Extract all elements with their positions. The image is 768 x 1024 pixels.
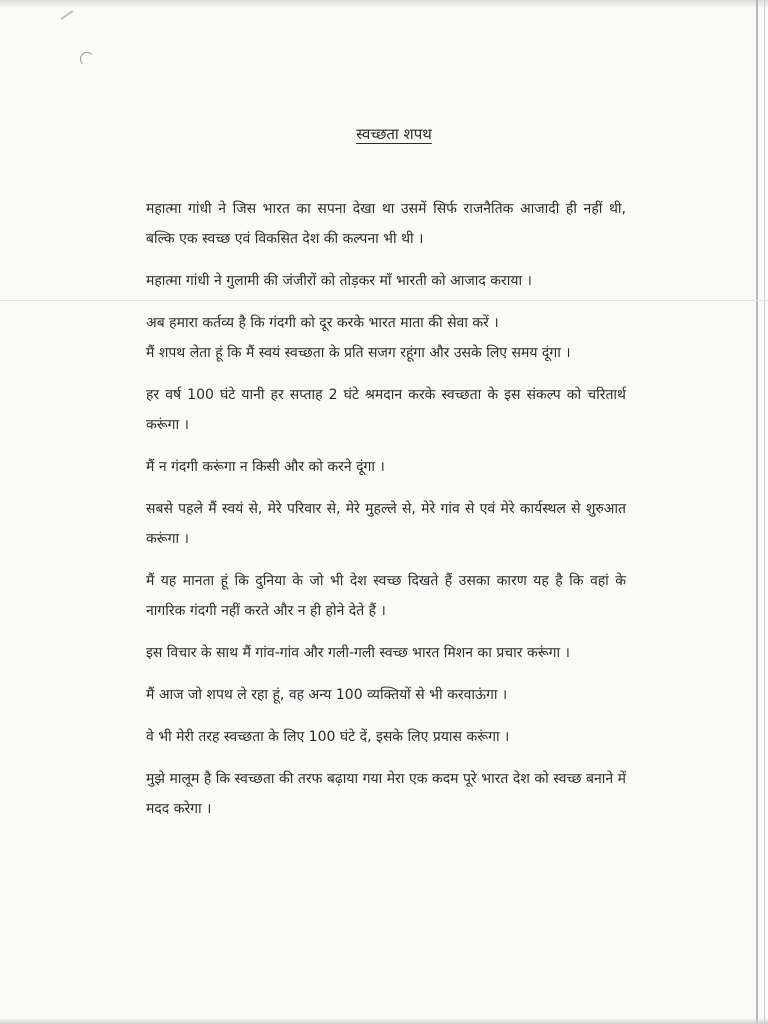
paragraph: मैं आज जो शपथ ले रहा हूं, वह अन्य 100 व्यक्तियों से भी करवाऊंगा । xyxy=(146,687,508,703)
punch-hole-mark xyxy=(80,52,94,66)
page-title-wrap xyxy=(0,124,768,144)
paragraph: मुझे मालूम है कि स्वच्छता की तरफ बढ़ाया गया मेरा एक कदम पूरे भारत देश को स्वच्छ बनाने में मदद करेगा । xyxy=(146,771,626,817)
page-title: स्वच्छता शपथ xyxy=(356,125,432,143)
scan-edge-right-secondary xyxy=(764,0,765,1024)
scan-bottom-shadow xyxy=(0,1018,768,1024)
paragraph: मैं यह मानता हूं कि दुनिया के जो भी देश स्वच्छ दिखते हैं उसका कारण यह है कि वहां के नागरिक गंदगी नहीं करते और न ही होने देते हैं । xyxy=(146,573,626,619)
paragraph: वे भी मेरी तरह स्वच्छता के लिए 100 घंटे दें, इसके लिए प्रयास करूंगा । xyxy=(146,729,510,745)
paragraph: मैं शपथ लेता हूं कि मैं स्वयं स्वच्छता के प्रति सजग रहूंगा और उसके लिए समय दूंगा । xyxy=(146,345,571,361)
paragraph: महात्मा गांधी ने जिस भारत का सपना देखा था उसमें सिर्फ राजनैतिक आजादी ही नहीं थी, बल्कि एक स्वच्छ एवं विकसित देश की कल्पना भी थी । xyxy=(146,201,626,247)
paragraph: सबसे पहले मैं स्वयं से, मेरे परिवार से, मेरे मुहल्ले से, मेरे गांव से एवं मेरे कार्यस्थल से शुरुआत करूंगा । xyxy=(146,501,626,547)
paragraph: महात्मा गांधी ने गुलामी की जंजीरों को तोड़कर माँ भारती को आजाद कराया । xyxy=(146,273,532,289)
scan-top-shadow xyxy=(0,0,768,8)
oath-body xyxy=(146,194,626,836)
paragraph: इस विचार के साथ मैं गांव-गांव और गली-गली स्वच्छ भारत मिशन का प्रचार करूंगा । xyxy=(146,645,570,661)
pen-mark xyxy=(61,10,74,20)
scan-edge-right xyxy=(756,0,758,1024)
paragraph: मैं न गंदगी करूंगा न किसी और को करने दूंगा । xyxy=(146,459,385,475)
paragraph: हर वर्ष 100 घंटे यानी हर सप्ताह 2 घंटे श्रमदान करके स्वच्छता के इस संकल्प को चरितार्थ करूंगा । xyxy=(146,387,626,433)
paragraph: अब हमारा कर्तव्य है कि गंदगी को दूर करके भारत माता की सेवा करें । xyxy=(146,315,499,331)
